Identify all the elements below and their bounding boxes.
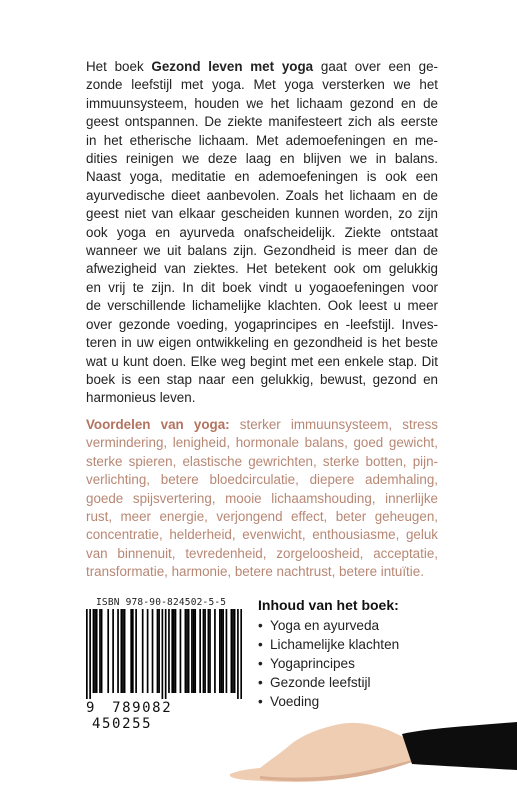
intro-line: over gezonde voeding, yogaprincipes en -leefstijl. Inves- bbox=[86, 316, 438, 332]
barcode-bar bbox=[168, 609, 170, 693]
benefits-line: goede spijsvertering, mooie lichaamshouding, innerlijke bbox=[86, 490, 438, 506]
barcode-bar bbox=[162, 609, 164, 699]
leg-black-clothing bbox=[402, 722, 517, 770]
barcode-block bbox=[86, 597, 242, 732]
barcode-bar bbox=[120, 609, 122, 693]
toc-item-label: Gezonde leefstijl bbox=[270, 675, 371, 690]
intro-line: dities reinigen we deze laag en blijven we in balans. bbox=[86, 151, 438, 167]
isbn-digits bbox=[86, 700, 242, 732]
barcode-bar bbox=[93, 609, 95, 693]
toc-item bbox=[258, 673, 488, 692]
barcode-bar bbox=[130, 609, 132, 693]
barcode-bar bbox=[158, 609, 160, 693]
isbn-digits-left: 789082 bbox=[112, 700, 173, 716]
benefits-lead: Voordelen van yoga: bbox=[86, 417, 230, 432]
barcode-bar bbox=[203, 609, 205, 693]
bullet-icon: • bbox=[258, 694, 263, 709]
toc-item-label: Yogaprincipes bbox=[270, 656, 355, 671]
isbn-label: ISBN 978-90-824502-5-5 bbox=[96, 597, 227, 608]
intro-line: zonde leefstijl met yoga. Met yoga versterken we het bbox=[86, 77, 438, 93]
bullet-icon: • bbox=[258, 637, 263, 652]
benefits-line: sterke spieren, elastische gewrichten, sterke botten, pijn- bbox=[86, 453, 438, 469]
barcode-bar bbox=[204, 609, 206, 693]
barcode-bar bbox=[194, 609, 196, 693]
toc-item bbox=[258, 654, 488, 673]
barcode-bar bbox=[226, 609, 228, 693]
intro-text bbox=[86, 58, 438, 408]
foot-image bbox=[230, 700, 517, 785]
barcode-bar bbox=[199, 609, 201, 693]
intro-line: wat u kunt doen. Elke weg begint met een enkele stap. Dit bbox=[86, 353, 438, 369]
benefits-line: van binnenuit, tevredenheid, zorgeloosheid, acceptatie, bbox=[86, 545, 438, 561]
barcode-bar bbox=[186, 609, 188, 693]
intro-line: Het boek Gezond leven met yoga gaat over een ge- bbox=[86, 59, 438, 74]
barcode-bar bbox=[135, 609, 137, 693]
toc-item-label: Lichamelijke klachten bbox=[270, 637, 400, 652]
barcode-bar bbox=[157, 609, 159, 693]
barcode-bar bbox=[191, 609, 193, 693]
benefits-line: vermindering, lenigheid, hormonale balans, goed gewicht, bbox=[86, 435, 438, 451]
barcode bbox=[86, 609, 242, 699]
intro-line: ook yoga en ayurveda onafscheidelijk. Ziekte ontstaat bbox=[86, 224, 438, 240]
barcode-bar bbox=[112, 609, 114, 693]
barcode-bar bbox=[94, 609, 96, 693]
barcode-bar bbox=[173, 609, 175, 693]
bullet-icon: • bbox=[258, 675, 263, 690]
foot-skin bbox=[230, 723, 412, 782]
toc-item-label: Voeding bbox=[270, 694, 320, 709]
barcode-bar bbox=[152, 609, 154, 693]
barcode-bar bbox=[124, 609, 126, 693]
barcode-bar bbox=[232, 609, 234, 693]
intro-line: de verschillende lichamelijke klachten. Ook leest u meer bbox=[86, 298, 438, 314]
isbn-digits-right: 450255 bbox=[92, 716, 153, 732]
intro-line: wanneer we uit balans zijn. Gezondheid is meer dan de bbox=[86, 243, 438, 259]
barcode-bar bbox=[209, 609, 211, 693]
bullet-icon: • bbox=[258, 656, 263, 671]
intro-line: harmonieus leven. bbox=[86, 390, 196, 406]
barcode-bar bbox=[132, 609, 134, 693]
barcode-bar bbox=[188, 609, 190, 693]
intro-line: immuunsysteem, houden we het lichaam gezond en de bbox=[86, 95, 438, 111]
table-of-contents bbox=[258, 597, 488, 711]
barcode-bar bbox=[240, 609, 242, 699]
barcode-bar bbox=[96, 609, 98, 693]
barcode-bar bbox=[107, 609, 109, 693]
barcode-bar bbox=[231, 609, 233, 693]
barcode-bar bbox=[142, 609, 144, 693]
barcode-bar bbox=[101, 609, 103, 693]
barcode-bar bbox=[208, 609, 210, 693]
barcode-bar bbox=[221, 609, 223, 693]
bullet-icon: • bbox=[258, 618, 263, 633]
benefits-line: verlichting, betere bloedcirculatie, diepere ademhaling, bbox=[86, 472, 438, 488]
barcode-bar bbox=[89, 609, 91, 699]
toc-item-label: Yoga en ayurveda bbox=[270, 618, 380, 633]
barcode-bar bbox=[165, 609, 167, 699]
toc-title: Inhoud van het boek: bbox=[258, 597, 399, 613]
barcode-bar bbox=[219, 609, 221, 693]
benefits-line: transformatie, harmonie, betere nachtrust, betere intuïtie. bbox=[86, 564, 424, 580]
intro-line: en vrij te zijn. In dit boek vindt u yogaoefeningen voor bbox=[86, 279, 438, 295]
intro-line: Naast yoga, meditatie en ademoefeningen is ook een bbox=[86, 169, 438, 185]
isbn-digit-first: 9 bbox=[86, 700, 97, 716]
toc-list bbox=[258, 616, 488, 711]
barcode-bar bbox=[222, 609, 224, 693]
toc-item bbox=[258, 635, 488, 654]
barcode-bar bbox=[122, 609, 124, 693]
intro-line: geest ontspannen. De ziekte manifesteert zich als eerste bbox=[86, 114, 438, 130]
intro-line: geest niet van elkaar gescheiden kunnen worden, zo zijn bbox=[86, 206, 438, 222]
intro-line: ayurvedische dieet aanbevolen. Zoals het lichaam en de bbox=[86, 187, 438, 203]
benefits-line: Voordelen van yoga: sterker immuunsysteem, stress bbox=[86, 417, 438, 432]
barcode-bar bbox=[234, 609, 236, 693]
benefits-line: concentratie, helderheid, evenwicht, enthousiasme, geluk bbox=[86, 527, 438, 543]
barcode-bar bbox=[185, 609, 187, 693]
book-title: Gezond leven met yoga bbox=[151, 59, 314, 74]
intro-line: boek is een stap naar een gelukkig, bewust, gezond en bbox=[86, 371, 438, 387]
barcode-bar bbox=[180, 609, 182, 693]
barcode-bar bbox=[237, 609, 239, 699]
benefits-text bbox=[86, 416, 438, 582]
barcode-bar bbox=[86, 609, 88, 699]
barcode-bar bbox=[214, 609, 216, 693]
barcode-bar bbox=[147, 609, 149, 693]
benefits-line: rust, meer energie, verjongend effect, beter geheugen, bbox=[86, 509, 438, 525]
intro-line: afwezigheid van ziektes. Het betekent ook om gelukkig bbox=[86, 261, 438, 277]
intro-line: in het etherische lichaam. Met ademoefeningen en me- bbox=[86, 132, 438, 148]
barcode-bar bbox=[193, 609, 195, 693]
toc-item bbox=[258, 616, 488, 635]
barcode-bar bbox=[117, 609, 119, 693]
barcode-bar bbox=[175, 609, 177, 693]
intro-line: teren in uw eigen ontwikkeling en gezondheid is het beste bbox=[86, 335, 438, 351]
barcode-bar bbox=[171, 609, 173, 693]
barcode-bar bbox=[99, 609, 101, 693]
